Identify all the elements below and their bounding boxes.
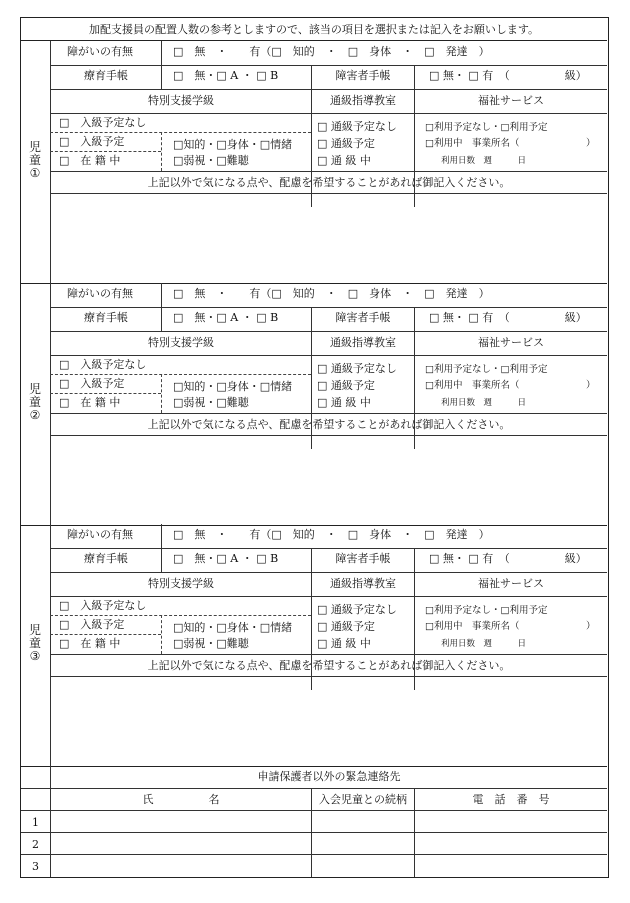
nyukyu-yotei-option[interactable]: □ 入級予定 — [59, 377, 125, 390]
ryoiku-options[interactable]: □ 無・□ A ・ □ B — [173, 311, 279, 324]
class-type-options[interactable]: □知的・□身体・□情緒 — [173, 138, 293, 151]
fukushi-label: 福祉サービス — [478, 336, 544, 349]
class-type-options[interactable]: □知的・□身体・□情緒 — [173, 380, 293, 393]
tokubetsu-label: 特別支援学級 — [148, 94, 214, 107]
application-form — [20, 17, 609, 878]
class-type-options-2[interactable]: □弱視・□難聴 — [173, 637, 249, 650]
child-label: 児 童 ② — [28, 382, 41, 422]
disability-options[interactable]: □ 無 ・ 有（□ 知的 ・ □ 身体 ・ □ 発達 ） — [173, 287, 490, 300]
service-in-use-option[interactable]: □利用中 事業所名（ ） — [425, 380, 596, 391]
zaiseki-option[interactable]: □ 在 籍 中 — [59, 154, 121, 167]
emergency-row-number: 1 — [32, 816, 39, 829]
remarks-input-area[interactable] — [51, 677, 607, 765]
remarks-label: 上記以外で気になる点や、配慮を希望することがあれば御記入ください。 — [147, 659, 511, 672]
service-days: 利用日数 週 日 — [441, 156, 527, 166]
tsukyu-chu-option[interactable]: □ 通 級 中 — [317, 154, 371, 167]
disability-label: 障がいの有無 — [67, 287, 133, 300]
nyukyu-yotei-option[interactable]: □ 入級予定 — [59, 135, 125, 148]
class-type-options[interactable]: □知的・□身体・□情緒 — [173, 621, 293, 634]
service-in-use-option[interactable]: □利用中 事業所名（ ） — [425, 138, 596, 149]
emergency-row-number: 3 — [32, 860, 39, 873]
child-label: 児 童 ③ — [28, 623, 41, 663]
shogaisha-label: 障害者手帳 — [335, 552, 391, 565]
col-phone-header: 電 話 番 号 — [472, 793, 550, 806]
emergency-row-number: 2 — [32, 838, 39, 851]
col-relation-header: 入会児童との続柄 — [319, 793, 407, 806]
service-in-use-option[interactable]: □利用中 事業所名（ ） — [425, 621, 596, 632]
zaiseki-option[interactable]: □ 在 籍 中 — [59, 396, 121, 409]
disability-options[interactable]: □ 無 ・ 有（□ 知的 ・ □ 身体 ・ □ 発達 ） — [173, 45, 490, 58]
remarks-label: 上記以外で気になる点や、配慮を希望することがあれば御記入ください。 — [147, 418, 511, 431]
child-section — [21, 524, 607, 767]
ryoiku-label: 療育手帳 — [84, 69, 128, 82]
child-label: 児 童 ① — [28, 140, 41, 180]
class-type-options-2[interactable]: □弱視・□難聴 — [173, 396, 249, 409]
nyukyu-yotei-option[interactable]: □ 入級予定 — [59, 618, 125, 631]
ryoiku-options[interactable]: □ 無・□ A ・ □ B — [173, 552, 279, 565]
remarks-input-area[interactable] — [51, 194, 607, 282]
tsukyu-label: 通級指導教室 — [330, 94, 396, 107]
tsukyu-yotei-option[interactable]: □ 通級予定 — [317, 379, 375, 392]
disability-options[interactable]: □ 無 ・ 有（□ 知的 ・ □ 身体 ・ □ 発達 ） — [173, 528, 490, 541]
remarks-label: 上記以外で気になる点や、配慮を希望することがあれば御記入ください。 — [147, 176, 511, 189]
header-note: 加配支援員の配置人数の参考としますので、該当の項目を選択または記入をお願いします。 — [89, 23, 539, 36]
emergency-title: 申請保護者以外の緊急連絡先 — [257, 770, 401, 783]
col-name-header: 氏 名 — [142, 793, 220, 806]
shogaisha-options[interactable]: □ 無・ □ 有 （ 級） — [429, 552, 587, 565]
service-plan-options[interactable]: □利用予定なし・□利用予定 — [425, 605, 548, 616]
nyukyu-nashi-option[interactable]: □ 入級予定なし — [59, 358, 147, 371]
service-plan-options[interactable]: □利用予定なし・□利用予定 — [425, 364, 548, 375]
fukushi-label: 福祉サービス — [478, 577, 544, 590]
disability-label: 障がいの有無 — [67, 45, 133, 58]
tsukyu-label: 通級指導教室 — [330, 336, 396, 349]
tsukyu-chu-option[interactable]: □ 通 級 中 — [317, 637, 371, 650]
service-days: 利用日数 週 日 — [441, 639, 527, 649]
ryoiku-label: 療育手帳 — [84, 311, 128, 324]
tsukyu-label: 通級指導教室 — [330, 577, 396, 590]
tsukyu-yotei-option[interactable]: □ 通級予定 — [317, 137, 375, 150]
shogaisha-options[interactable]: □ 無・ □ 有 （ 級） — [429, 69, 587, 82]
zaiseki-option[interactable]: □ 在 籍 中 — [59, 637, 121, 650]
child-section — [21, 41, 607, 284]
shogaisha-label: 障害者手帳 — [335, 311, 391, 324]
nyukyu-nashi-option[interactable]: □ 入級予定なし — [59, 116, 147, 129]
ryoiku-label: 療育手帳 — [84, 552, 128, 565]
nyukyu-nashi-option[interactable]: □ 入級予定なし — [59, 599, 147, 612]
tsukyu-yotei-option[interactable]: □ 通級予定 — [317, 620, 375, 633]
shogaisha-options[interactable]: □ 無・ □ 有 （ 級） — [429, 311, 587, 324]
class-type-options-2[interactable]: □弱視・□難聴 — [173, 154, 249, 167]
tsukyu-nashi-option[interactable]: □ 通級予定なし — [317, 362, 397, 375]
child-section — [21, 283, 607, 526]
service-days: 利用日数 週 日 — [441, 398, 527, 408]
tsukyu-nashi-option[interactable]: □ 通級予定なし — [317, 603, 397, 616]
tsukyu-chu-option[interactable]: □ 通 級 中 — [317, 396, 371, 409]
disability-label: 障がいの有無 — [67, 528, 133, 541]
ryoiku-options[interactable]: □ 無・□ A ・ □ B — [173, 69, 279, 82]
tsukyu-nashi-option[interactable]: □ 通級予定なし — [317, 120, 397, 133]
tokubetsu-label: 特別支援学級 — [148, 577, 214, 590]
tokubetsu-label: 特別支援学級 — [148, 336, 214, 349]
service-plan-options[interactable]: □利用予定なし・□利用予定 — [425, 122, 548, 133]
remarks-input-area[interactable] — [51, 436, 607, 524]
shogaisha-label: 障害者手帳 — [335, 69, 391, 82]
fukushi-label: 福祉サービス — [478, 94, 544, 107]
